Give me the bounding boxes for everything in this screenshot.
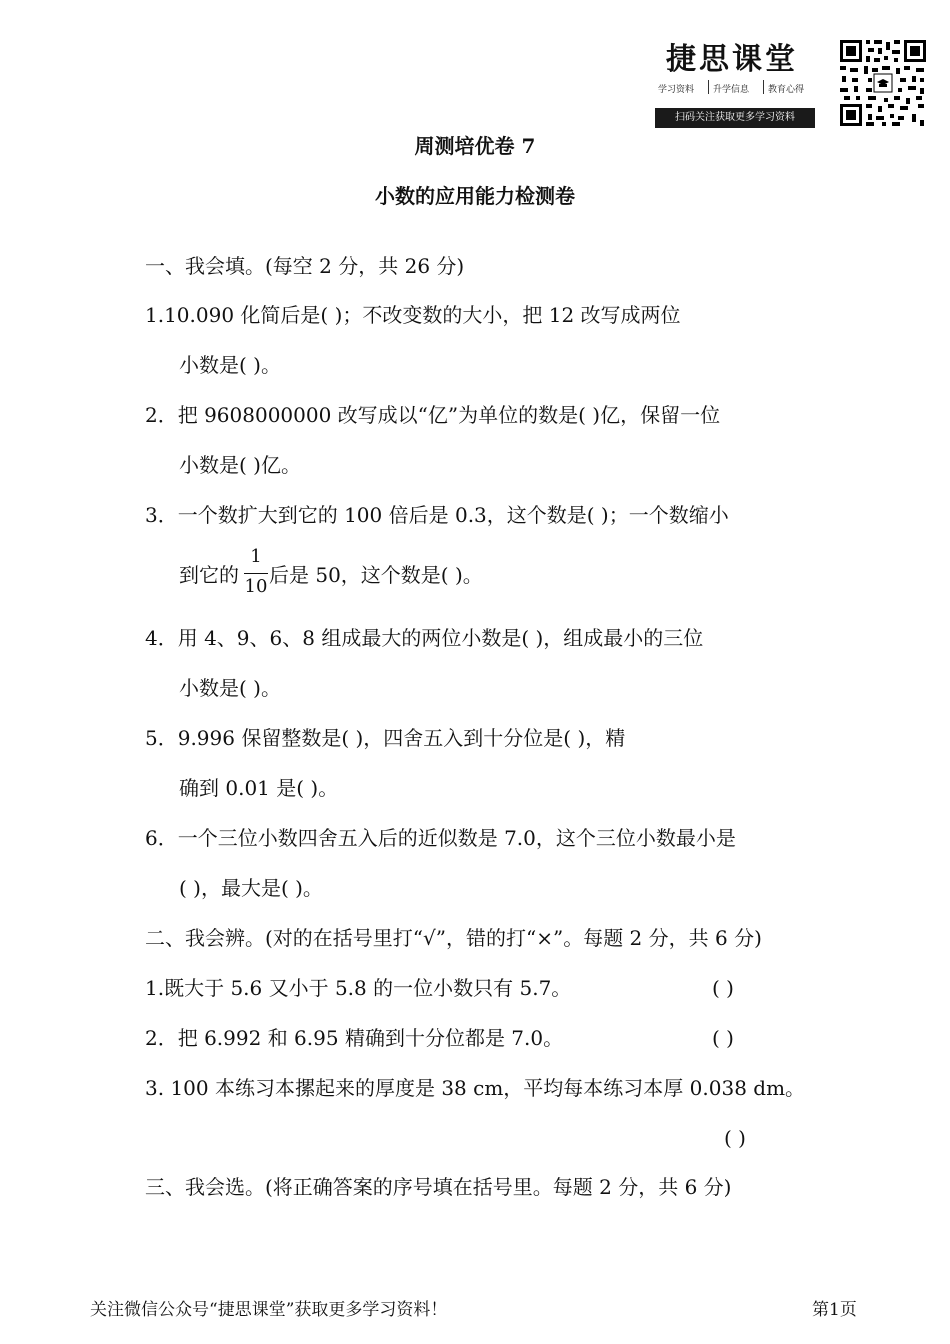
question-line: 5．9.996 保留整数是( )，四舍五入到十分位是( )，精 <box>145 726 626 750</box>
question-line: 4．用 4、9、6、8 组成最大的两位小数是( )，组成最小的三位 <box>145 626 704 650</box>
fraction-bar <box>244 573 268 574</box>
question-line: 6．一个三位小数四舍五入后的近似数是 7.0，这个三位小数最小是 <box>145 826 736 850</box>
header-tag-separator <box>708 80 709 94</box>
question-line: 确到 0.01 是( )。 <box>179 776 339 800</box>
brand-logo-text: 捷思课堂 <box>666 42 798 77</box>
section-1-heading: 一、我会填。(每空 2 分，共 26 分) <box>145 254 465 278</box>
question-line: 小数是( )。 <box>179 353 281 377</box>
judge-question: 1.既大于 5.6 又小于 5.8 的一位小数只有 5.7。 <box>145 976 572 1000</box>
fraction-numerator: 1 <box>250 546 262 567</box>
question-line: ( )，最大是( )。 <box>179 876 323 900</box>
header-tag-admission: 升学信息 <box>713 85 750 95</box>
answer-bracket[interactable]: ( ) <box>712 976 734 1000</box>
question-line: 2．把 9608000000 改写成以“亿”为单位的数是( )亿，保留一位 <box>145 403 721 427</box>
header-tag-study: 学习资料 <box>658 85 695 95</box>
fraction-line-before: 到它的 <box>179 563 239 587</box>
section-3-heading: 三、我会选。(将正确答案的序号填在括号里。每题 2 分，共 6 分) <box>145 1175 732 1199</box>
footer-note: 关注微信公众号“捷思课堂”获取更多学习资料！ <box>90 1300 448 1320</box>
judge-question: 2．把 6.992 和 6.95 精确到十分位都是 7.0。 <box>145 1026 564 1050</box>
header-tag-education: 教育心得 <box>768 85 805 95</box>
qr-code-icon[interactable] <box>838 38 928 128</box>
page-subtitle: 小数的应用能力检测卷 <box>375 184 575 208</box>
judge-question: 3. 100 本练习本摞起来的厚度是 38 cm，平均每本练习本厚 0.038 dm。 <box>145 1076 806 1100</box>
page-title: 周测培优卷 7 <box>414 134 536 158</box>
page-number: 第1页 <box>812 1300 857 1320</box>
question-line: 小数是( )亿。 <box>179 453 301 477</box>
header-tag-separator <box>763 80 764 94</box>
answer-bracket[interactable]: ( ) <box>712 1026 734 1050</box>
section-2-heading: 二、我会辨。(对的在括号里打“√”，错的打“×”。每题 2 分，共 6 分) <box>145 926 762 950</box>
header-banner: 扫码关注获取更多学习资料 <box>655 108 815 128</box>
fraction-line-after: 后是 50，这个数是( )。 <box>269 563 483 587</box>
question-line: 3．一个数扩大到它的 100 倍后是 0.3，这个数是( )；一个数缩小 <box>145 503 729 527</box>
question-line: 1.10.090 化简后是( )；不改变数的大小，把 12 改写成两位 <box>145 303 681 327</box>
question-line: 小数是( )。 <box>179 676 281 700</box>
answer-bracket[interactable]: ( ) <box>724 1126 746 1150</box>
fraction-denominator: 10 <box>244 576 268 597</box>
